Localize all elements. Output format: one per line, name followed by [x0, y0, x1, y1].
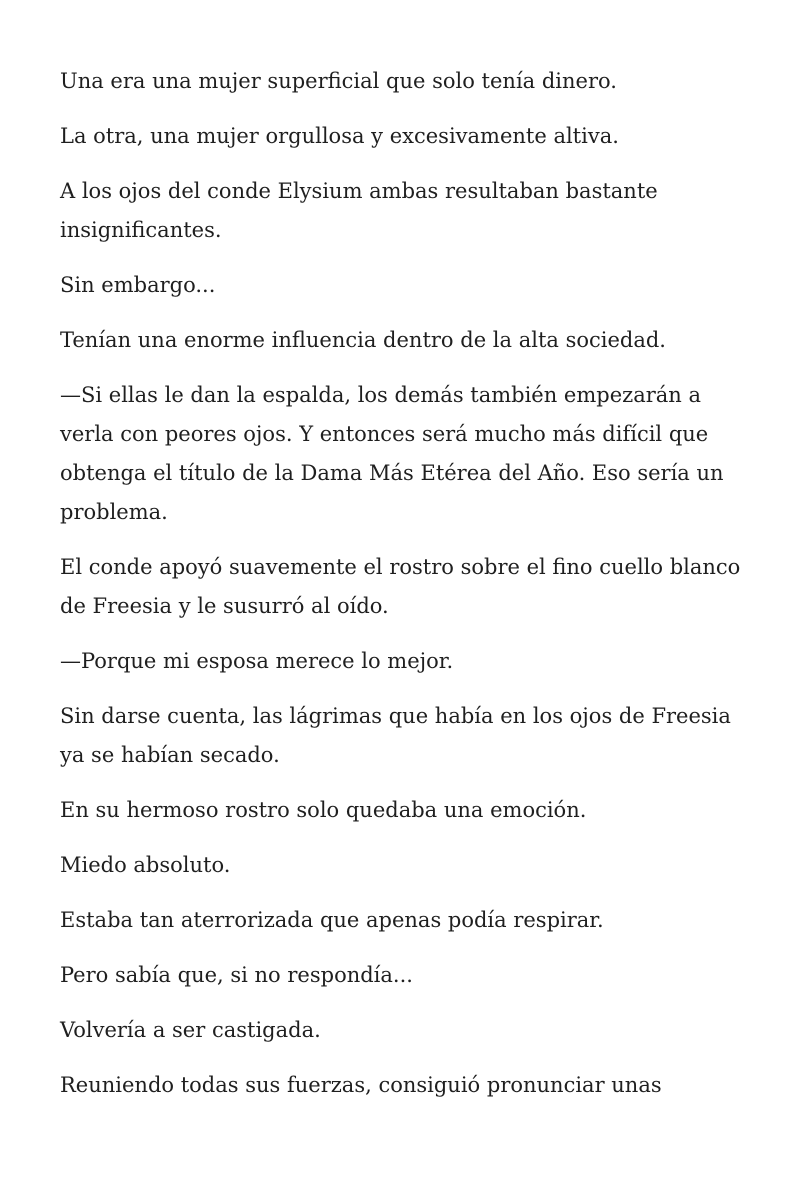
paragraph: Tenían una enorme influencia dentro de la alta sociedad.: [60, 328, 666, 352]
paragraph: Volvería a ser castigada.: [60, 1018, 321, 1042]
paragraph: Sin embargo...: [60, 273, 216, 297]
paragraph: A los ojos del conde Elysium ambas resultaban bastante insignificantes.: [60, 179, 658, 242]
paragraph: Sin darse cuenta, las lágrimas que había en los ojos de Freesia ya se habían secado.: [60, 704, 731, 767]
paragraph: —Si ellas le dan la espalda, los demás también empezarán a verla con peores ojos. Y entonces será mucho más difícil que obtenga el título de la Dama Más Etérea del Año. Eso sería un problema.: [60, 383, 724, 524]
paragraph: El conde apoyó suavemente el rostro sobre el fino cuello blanco de Freesia y le susurró al oído.: [60, 555, 741, 618]
paragraph: La otra, una mujer orgullosa y excesivamente altiva.: [60, 124, 619, 148]
paragraph: —Porque mi esposa merece lo mejor.: [60, 649, 454, 673]
text-column: [60, 62, 750, 1121]
paragraph: Miedo absoluto.: [60, 853, 231, 877]
paragraph: Una era una mujer superficial que solo tenía dinero.: [60, 69, 617, 93]
paragraph: Estaba tan aterrorizada que apenas podía respirar.: [60, 908, 604, 932]
paragraph: Pero sabía que, si no respondía...: [60, 963, 413, 987]
paragraph: En su hermoso rostro solo quedaba una emoción.: [60, 798, 587, 822]
paragraph: Reuniendo todas sus fuerzas, consiguió pronunciar unas: [60, 1073, 662, 1097]
